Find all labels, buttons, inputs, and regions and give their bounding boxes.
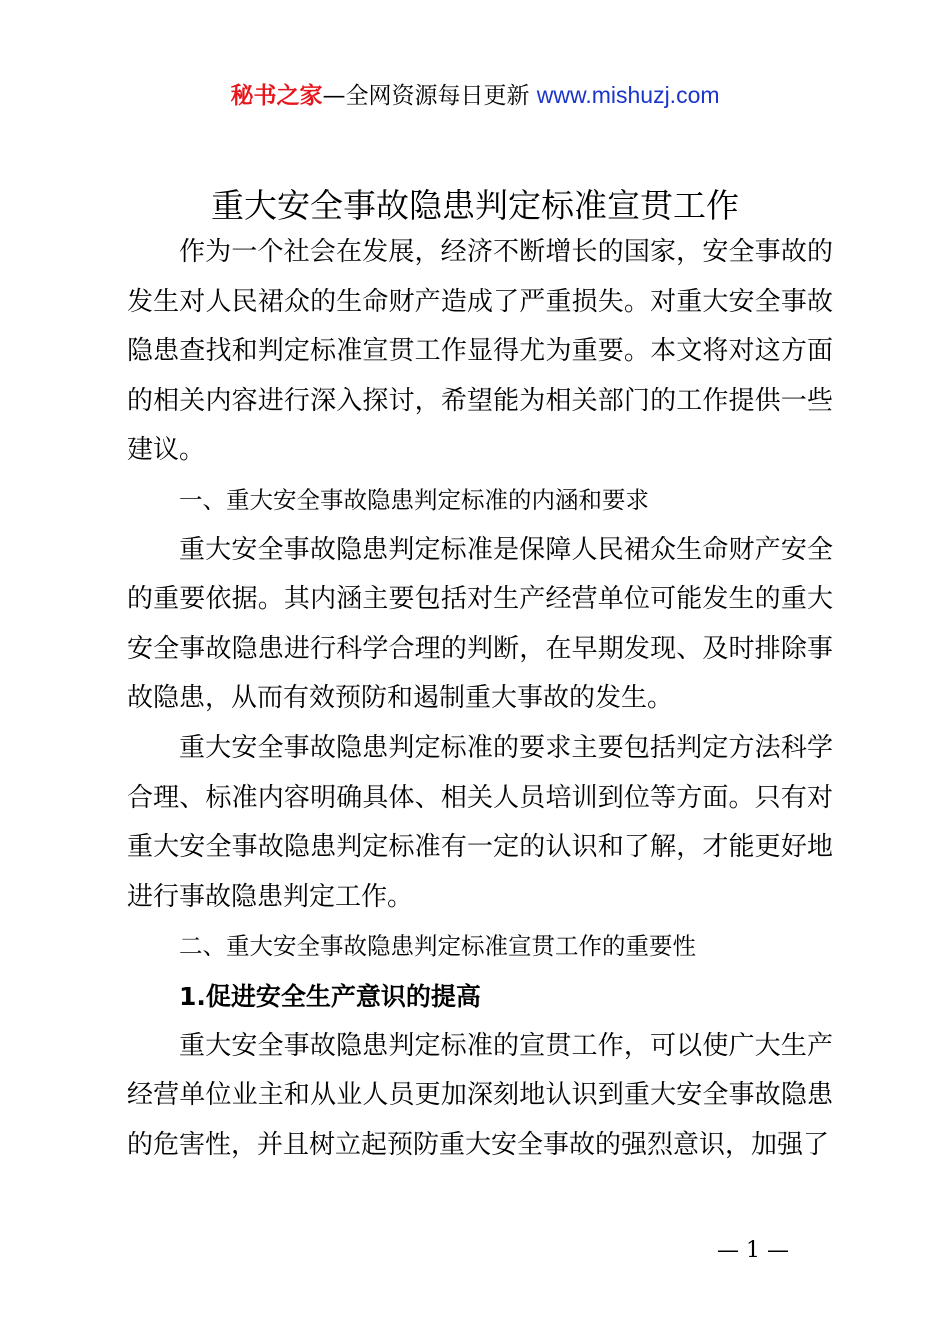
section-heading-2: 二、重大安全事故隐患判定标准宣贯工作的重要性 bbox=[179, 932, 696, 961]
site-banner bbox=[0, 78, 950, 113]
document-body bbox=[127, 228, 833, 1170]
page-number: — 1 — bbox=[717, 1238, 789, 1263]
banner-tagline: —全网资源每日更新 bbox=[322, 83, 537, 109]
section1-paragraph-1: 重大安全事故隐患判定标准是保障人民裙众生命财产安全的重要依据。其内涵主要包括对生产经营单位可能发生的重大安全事故隐患进行科学合理的判断，在早期发现、及时排除事故隐患，从而有效预防和遏制重大事故的发生。 bbox=[127, 534, 833, 714]
document-title: 重大安全事故隐患判定标准宣贯工作 bbox=[211, 186, 739, 225]
section1-paragraph-2: 重大安全事故隐患判定标准的要求主要包括判定方法科学合理、标准内容明确具体、相关人员培训到位等方面。只有对重大安全事故隐患判定标准有一定的认识和了解，才能更好地进行事故隐患判定工作。 bbox=[127, 732, 833, 912]
site-url[interactable]: www.mishuzj.com bbox=[536, 82, 720, 108]
brand-name: 秘书之家 bbox=[230, 83, 323, 109]
intro-paragraph: 作为一个社会在发展，经济不断增长的国家，安全事故的发生对人民裙众的生命财产造成了严重损失。对重大安全事故隐患查找和判定标准宣贯工作显得尤为重要。本文将对这方面的相关内容进行深入探讨，希望能为相关部门的工作提供一些建议。 bbox=[127, 237, 833, 466]
section2-paragraph-1: 重大安全事故隐患判定标准的宣贯工作，可以使广大生产经营单位业主和从业人员更加深刻地认识到重大安全事故隐患的危害性，并且树立起预防重大安全事故的强烈意识，加强了 bbox=[127, 1030, 833, 1160]
subheading-1: 1.促进安全生产意识的提高 bbox=[179, 981, 481, 1011]
section-heading-1: 一、重大安全事故隐患判定标准的内涵和要求 bbox=[179, 485, 649, 514]
